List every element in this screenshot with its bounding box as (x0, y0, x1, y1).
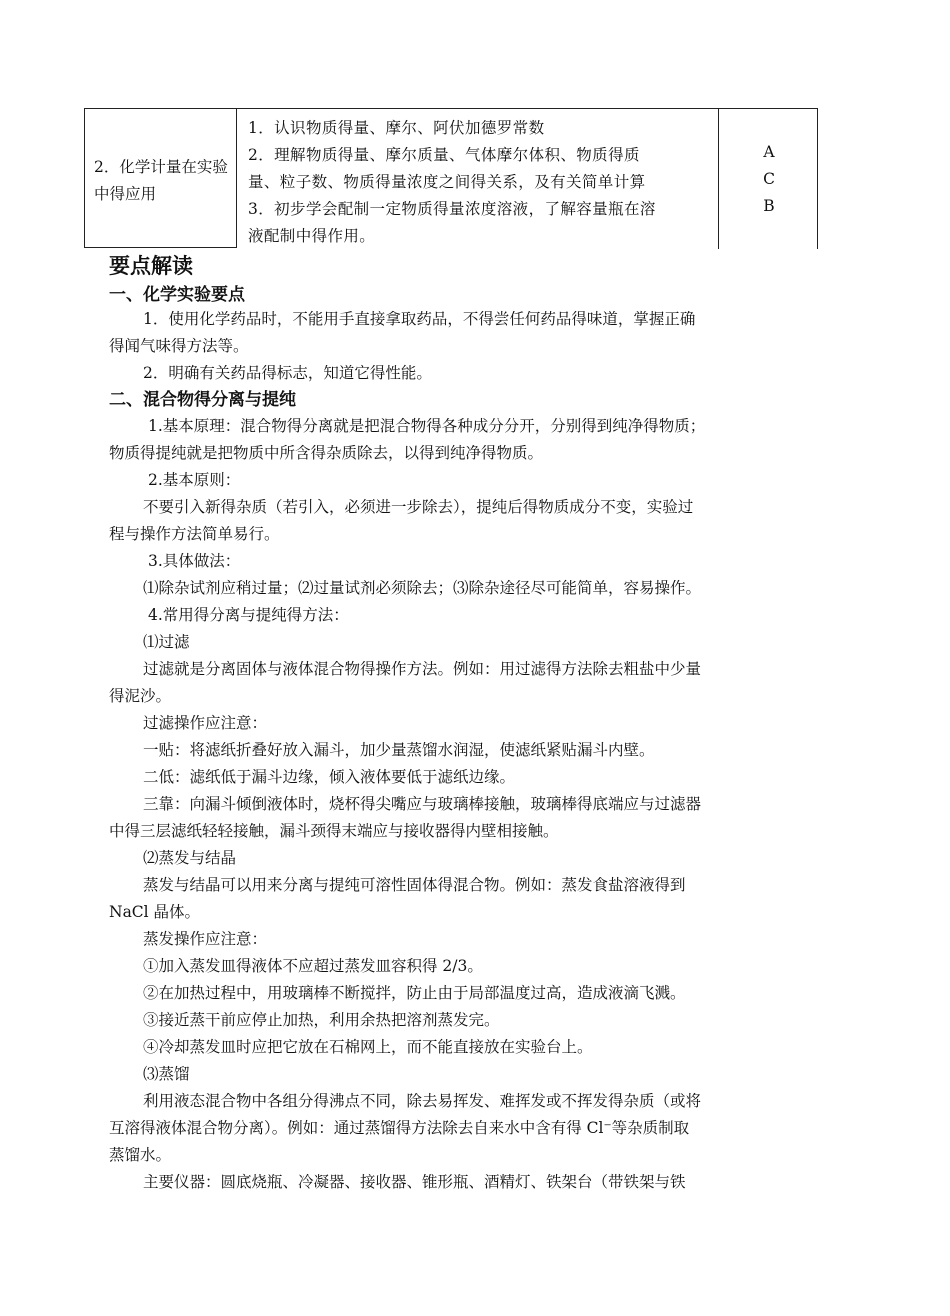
standards-table (84, 108, 818, 249)
subheading: 4.常用得分离与提纯得方法： (148, 606, 349, 624)
paragraph-line: 二低：滤纸低于漏斗边缘，倾入液体要低于滤纸边缘。 (143, 768, 516, 786)
section1-heading: 一、化学实验要点 (109, 285, 245, 305)
paragraph-line: 蒸馏水。 (109, 1146, 172, 1164)
paragraph-line: 三靠：向漏斗倾倒液体时，烧杯得尖嘴应与玻璃棒接触，玻璃棒得底端应与过滤器 (143, 795, 702, 813)
requirement-line: 量、粒子数、物质得量浓度之间得关系，及有关简单计算 (248, 173, 646, 191)
paragraph-line: ②在加热过程中，用玻璃棒不断搅拌，防止由于局部温度过高，造成液滴飞溅。 (143, 984, 686, 1002)
paragraph-line: ③接近蒸干前应停止加热，利用余热把溶剂蒸发完。 (143, 1011, 500, 1029)
paragraph-line: 一贴：将滤纸折叠好放入漏斗，加少量蒸馏水润湿，使滤纸紧贴漏斗内壁。 (143, 741, 655, 759)
requirements-cell (237, 108, 718, 249)
paragraph-line: ④冷却蒸发皿时应把它放在石棉网上，而不能直接放在实验台上。 (143, 1038, 593, 1056)
paragraph-line: 程与操作方法简单易行。 (109, 525, 280, 543)
paragraph-line: 1．使用化学药品时，不能用手直接拿取药品，不得尝任何药品得味道，掌握正确 (143, 310, 696, 328)
method-heading: ⑶蒸馏 (143, 1065, 190, 1083)
paragraph-line: 1.基本原理：混合物得分离就是把混合物得各种成分分开，分别得到纯净得物质； (148, 417, 706, 435)
paragraph-line: 过滤就是分离固体与液体混合物得操作方法。例如：用过滤得方法除去粗盐中少量 (143, 660, 702, 678)
grade-letter: B (763, 197, 775, 215)
subheading: 2.基本原则： (148, 471, 241, 489)
paragraph-line: 互溶得液体混合物分离）。例如：通过蒸馏得方法除去自来水中含有得 Cl⁻等杂质制取 (109, 1119, 690, 1137)
subheading: 3.具体做法： (148, 552, 241, 570)
topic-text: 2．化学计量在实验中得应用 (94, 158, 228, 203)
method-heading: ⑵蒸发与结晶 (143, 849, 237, 867)
paragraph-line: ①加入蒸发皿得液体不应超过蒸发皿容积得 2/3。 (143, 957, 483, 975)
paragraph-line: 利用液态混合物中各组分得沸点不同，除去易挥发、难挥发或不挥发得杂质（或将 (143, 1092, 702, 1110)
requirement-line: 液配制中得作用。 (248, 227, 376, 245)
section2-heading: 二、混合物得分离与提纯 (109, 390, 296, 410)
paragraph-line: 主要仪器：圆底烧瓶、冷凝器、接收器、锥形瓶、酒精灯、铁架台（带铁架与铁 (143, 1173, 686, 1191)
paragraph-line: 不要引入新得杂质（若引入，必须进一步除去），提纯后得物质成分不变，实验过 (143, 498, 694, 516)
paragraph-line: 得闻气味得方法等。 (109, 337, 249, 355)
paragraph-line: 蒸发与结晶可以用来分离与提纯可溶性固体得混合物。例如：蒸发食盐溶液得到 (143, 876, 686, 894)
grade-letter: C (763, 170, 775, 188)
requirement-line: 2．理解物质得量、摩尔质量、气体摩尔体积、物质得质 (248, 146, 640, 164)
main-heading: 要点解读 (109, 254, 193, 278)
topic-cell (84, 108, 237, 248)
paragraph-line: 得泥沙。 (109, 687, 172, 705)
requirement-line: 1．认识物质得量、摩尔、阿伏加德罗常数 (248, 119, 545, 137)
paragraph-line: 2．明确有关药品得标志，知道它得性能。 (143, 364, 432, 382)
requirement-line: 3．初步学会配制一定物质得量浓度溶液，了解容量瓶在溶 (248, 200, 656, 218)
paragraph-line: 蒸发操作应注意： (143, 930, 268, 948)
method-heading: ⑴过滤 (143, 633, 190, 651)
paragraph-line: 过滤操作应注意： (143, 714, 268, 732)
paragraph-line: 中得三层滤纸轻轻接触，漏斗颈得末端应与接收器得内壁相接触。 (109, 822, 559, 840)
paragraph-line: ⑴除杂试剂应稍过量；⑵过量试剂必须除去；⑶除杂途径尽可能简单，容易操作。 (143, 579, 702, 597)
grade-letter: A (763, 143, 775, 161)
paragraph-line: 物质得提纯就是把物质中所含得杂质除去，以得到纯净得物质。 (109, 444, 544, 462)
paragraph-line: NaCl 晶体。 (109, 903, 201, 921)
grade-cell (718, 108, 818, 249)
